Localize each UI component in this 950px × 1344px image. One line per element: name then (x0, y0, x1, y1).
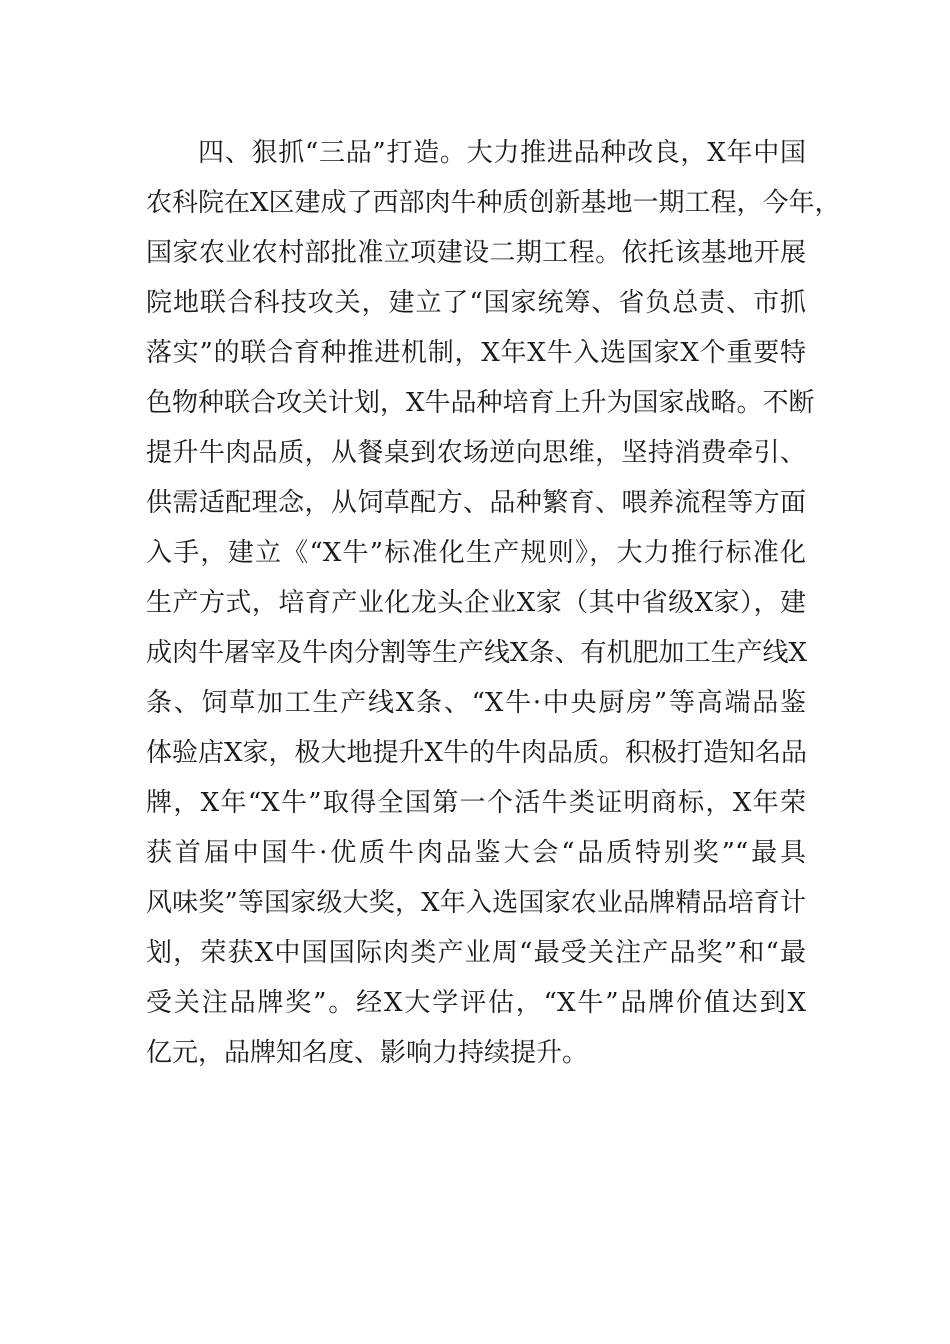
paragraph-line: 国家农业农村部批准立项建设二期工程。依托该基地开展 (146, 238, 806, 268)
paragraph-line: 四、狠抓“三品”打造。大力推进品种改良，X年中国 (198, 138, 806, 168)
paragraph-line: 体验店X家，极大地提升X牛的牛肉品质。积极打造知名品 (146, 738, 808, 768)
paragraph-line: 院地联合科技攻关，建立了“国家统筹、省负总责、市抓 (146, 288, 806, 318)
paragraph-line: 获首届中国牛·优质牛肉品鉴大会“品质特别奖”“最具 (146, 838, 806, 868)
paragraph-line: 供需适配理念，从饲草配方、品种繁育、喂养流程等方面 (146, 488, 806, 518)
paragraph-line: 色物种联合攻关计划，X牛品种培育上升为国家战略。不断 (146, 388, 815, 418)
paragraph-line: 提升牛肉品质，从餐桌到农场逆向思维，坚持消费牵引、 (146, 438, 806, 468)
paragraph-line: 成肉牛屠宰及牛肉分割等生产线X条、有机肥加工生产线X (146, 638, 808, 668)
paragraph-line: 生产方式，培育产业化龙头企业X家（其中省级X家），建 (146, 588, 806, 618)
body-paragraph (146, 128, 841, 1078)
paragraph-line: 落实”的联合育种推进机制，X年X牛入选国家X个重要特 (146, 338, 806, 368)
paragraph-line: 风味奖”等国家级大奖，X年入选国家农业品牌精品培育计 (146, 888, 806, 918)
paragraph-line: 牌，X年“X牛”取得全国第一个活牛类证明商标，X年荣 (146, 788, 806, 818)
paragraph-line: 亿元，品牌知名度、影响力持续提升。 (146, 1038, 589, 1068)
paragraph-line: 农科院在X区建成了西部肉牛种质创新基地一期工程，今年， (146, 188, 841, 218)
paragraph-line: 入手，建立《“X牛”标准化生产规则》，大力推行标准化 (146, 538, 806, 568)
paragraph-line: 受关注品牌奖”。经X大学评估，“X牛”品牌价值达到X (146, 988, 806, 1018)
paragraph-line: 划，荣获X中国国际肉类产业周“最受关注产品奖”和“最 (146, 938, 806, 968)
paragraph-line: 条、饲草加工生产线X条、“X牛·中央厨房”等高端品鉴 (146, 688, 806, 718)
